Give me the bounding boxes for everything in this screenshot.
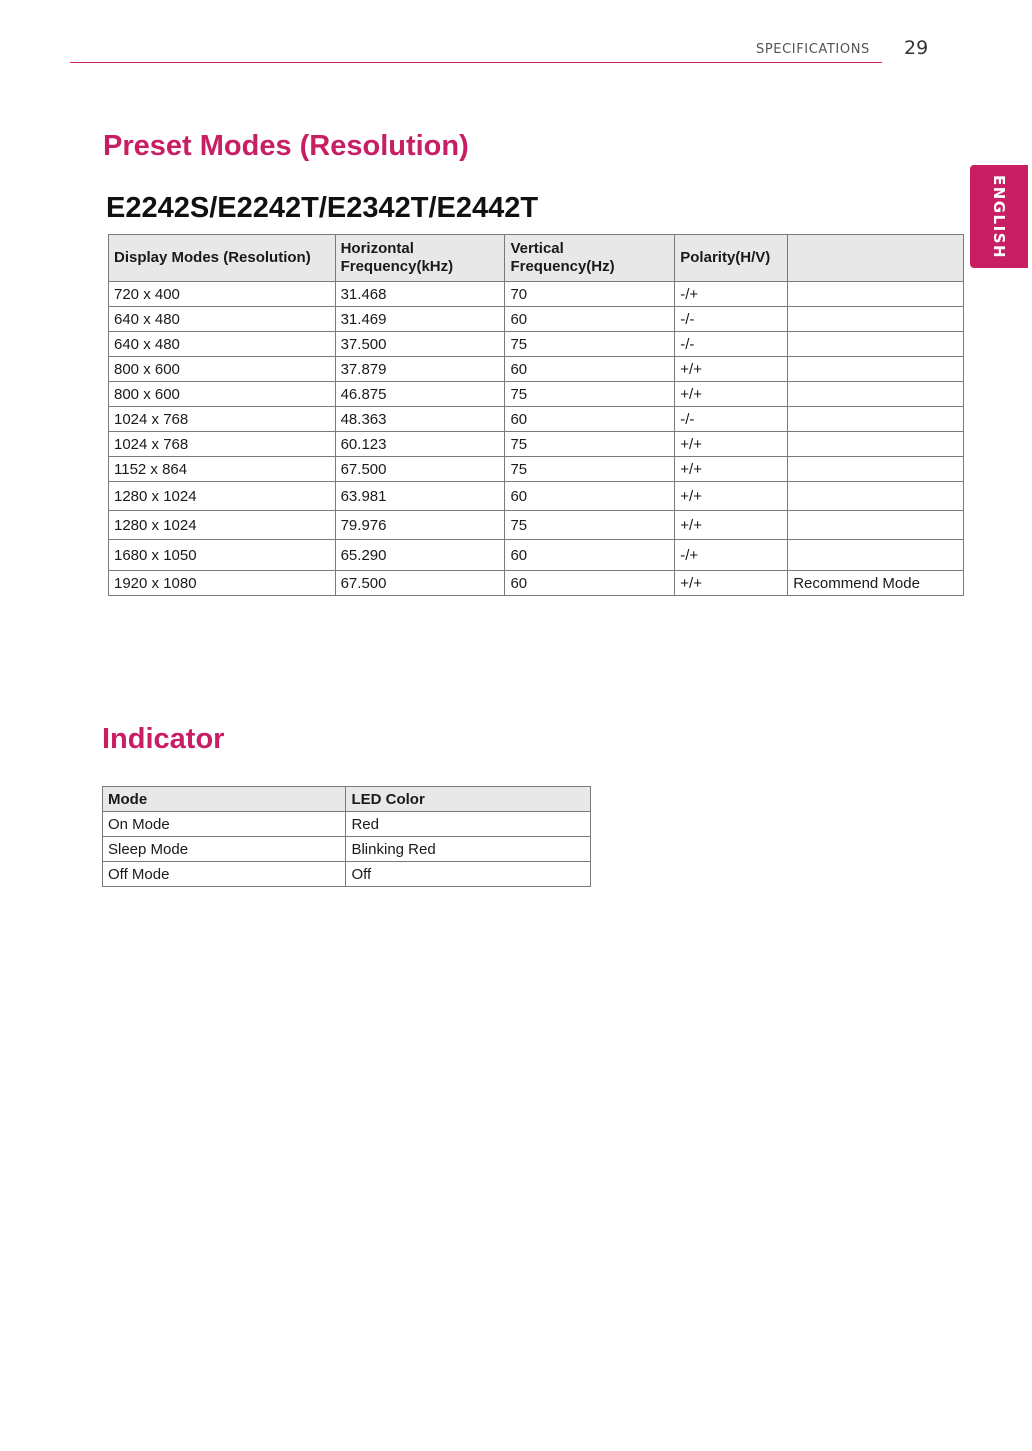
table-row (109, 457, 964, 482)
table-cell: +/+ (675, 382, 788, 407)
table-row (109, 432, 964, 457)
table-cell: 1024 x 768 (109, 432, 336, 457)
table-cell: 60 (505, 407, 675, 432)
table-cell (788, 511, 964, 540)
table-cell: 60 (505, 307, 675, 332)
table-cell: Off (346, 862, 591, 887)
indicator-table (102, 786, 591, 887)
header-section-label: SPECIFICATIONS (756, 42, 870, 57)
table-row (103, 862, 591, 887)
table-cell: +/+ (675, 357, 788, 382)
header-divider (70, 62, 882, 63)
table-cell: -/+ (675, 282, 788, 307)
table-cell: Blinking Red (346, 837, 591, 862)
table-cell: 60 (505, 571, 675, 596)
table-cell (788, 482, 964, 511)
model-title: E2242S/E2242T/E2342T/E2442T (106, 192, 539, 224)
table-cell: 75 (505, 382, 675, 407)
table-cell: 65.290 (335, 540, 505, 571)
table-cell (788, 357, 964, 382)
table-cell: Red (346, 812, 591, 837)
col-header-display-modes: Display Modes (Resolution) (109, 235, 336, 282)
preset-modes-title: Preset Modes (Resolution) (103, 130, 469, 162)
table-cell: 75 (505, 332, 675, 357)
indicator-title: Indicator (102, 723, 225, 755)
table-row (103, 812, 591, 837)
table-row (109, 407, 964, 432)
table-cell: +/+ (675, 457, 788, 482)
table-row (109, 571, 964, 596)
col-header-mode: Mode (103, 787, 346, 812)
table-row (109, 307, 964, 332)
table-cell: 720 x 400 (109, 282, 336, 307)
table-row (109, 357, 964, 382)
table-row (109, 540, 964, 571)
table-cell: 800 x 600 (109, 382, 336, 407)
col-header-vertical-frequency: Vertical Frequency(Hz) (505, 235, 675, 282)
table-cell (788, 332, 964, 357)
table-cell (788, 382, 964, 407)
language-tab-label: ENGLISH (990, 174, 1008, 259)
table-cell: 67.500 (335, 457, 505, 482)
table-cell: Recommend Mode (788, 571, 964, 596)
table-cell: 60 (505, 540, 675, 571)
table-header-row (109, 235, 964, 282)
table-cell: 640 x 480 (109, 332, 336, 357)
table-cell: 800 x 600 (109, 357, 336, 382)
col-header-horizontal-frequency: Horizontal Frequency(kHz) (335, 235, 505, 282)
table-cell (788, 282, 964, 307)
table-cell: +/+ (675, 571, 788, 596)
table-header-row (103, 787, 591, 812)
table-cell: -/+ (675, 540, 788, 571)
table-cell: 640 x 480 (109, 307, 336, 332)
table-row (109, 382, 964, 407)
table-cell: On Mode (103, 812, 346, 837)
table-cell: 46.875 (335, 382, 505, 407)
table-row (109, 282, 964, 307)
table-cell: 1280 x 1024 (109, 511, 336, 540)
table-cell (788, 307, 964, 332)
preset-modes-table (108, 234, 964, 596)
table-cell: 60.123 (335, 432, 505, 457)
table-cell: 75 (505, 432, 675, 457)
table-cell: 67.500 (335, 571, 505, 596)
table-cell: 31.468 (335, 282, 505, 307)
table-cell: 37.879 (335, 357, 505, 382)
table-cell: 79.976 (335, 511, 505, 540)
table-cell: +/+ (675, 432, 788, 457)
table-cell: 48.363 (335, 407, 505, 432)
table-cell: 75 (505, 511, 675, 540)
table-cell: 63.981 (335, 482, 505, 511)
col-header-notes (788, 235, 964, 282)
table-cell: 70 (505, 282, 675, 307)
table-cell: -/- (675, 307, 788, 332)
col-header-led-color: LED Color (346, 787, 591, 812)
table-cell: Sleep Mode (103, 837, 346, 862)
table-row (103, 837, 591, 862)
table-cell: -/- (675, 332, 788, 357)
table-cell: 1280 x 1024 (109, 482, 336, 511)
table-cell (788, 432, 964, 457)
table-cell: 1024 x 768 (109, 407, 336, 432)
table-cell (788, 457, 964, 482)
table-row (109, 332, 964, 357)
table-row (109, 482, 964, 511)
table-cell: Off Mode (103, 862, 346, 887)
col-header-polarity: Polarity(H/V) (675, 235, 788, 282)
language-tab (970, 165, 1028, 268)
table-cell: 37.500 (335, 332, 505, 357)
table-cell: 60 (505, 357, 675, 382)
table-cell (788, 407, 964, 432)
table-cell: 75 (505, 457, 675, 482)
table-cell: 31.469 (335, 307, 505, 332)
table-cell: 1920 x 1080 (109, 571, 336, 596)
table-cell: 1680 x 1050 (109, 540, 336, 571)
table-cell: +/+ (675, 482, 788, 511)
table-cell: -/- (675, 407, 788, 432)
table-cell: 60 (505, 482, 675, 511)
table-cell: 1152 x 864 (109, 457, 336, 482)
table-cell: +/+ (675, 511, 788, 540)
page-number: 29 (904, 37, 929, 59)
table-cell (788, 540, 964, 571)
table-row (109, 511, 964, 540)
